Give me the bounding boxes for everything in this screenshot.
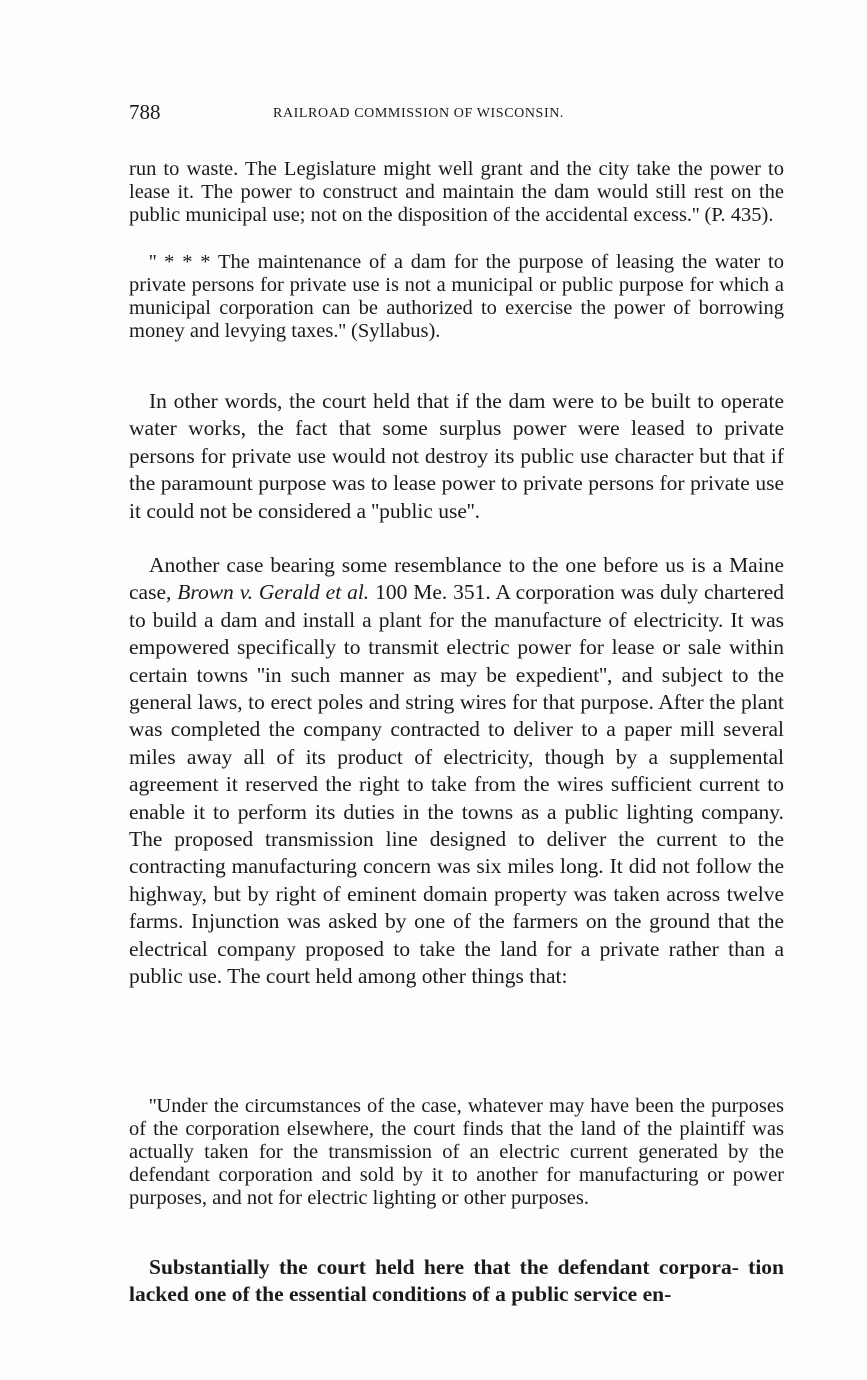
case-citation: Brown v. Gerald et al. — [177, 580, 370, 605]
quoted-extract-syllabus: '' * * * The maintenance of a dam for the purpose of leasing the water to private persons for private use is not a municipal or public purpose for which a municipal corporation can be authorized to exercise the power of borrowing money and levying taxes.'' (Syllabus). — [129, 251, 784, 342]
page-number: 788 — [129, 100, 161, 124]
page-header — [129, 100, 784, 130]
paragraph-text: Another case bearing some resemblance to the one before us is a Maine case, — [129, 553, 784, 605]
quoted-extract-continuation: run to waste. The Legislature might well grant and the city take the power to lease it. The power to construct and maintain the dam would still rest on the public municipal use; not on the disposition of the accidental excess.'' (P. 435). — [129, 158, 784, 226]
running-head: RAILROAD COMMISSION OF WISCONSIN. — [273, 106, 565, 121]
paragraph-line: tion lacked one of the essential conditions of a public service en- — [129, 1255, 785, 1307]
body-paragraph-substantially — [129, 1254, 784, 1309]
quoted-extract-court-finding: ''Under the circumstances of the case, whatever may have been the purposes of the corporation elsewhere, the court finds that the land of the plaintiff was actually taken for the transmission of an electric current generated by the defendant corporation and sold by it to another for manufacturing or power purposes, and not for electric lighting or other purposes. — [129, 1095, 784, 1209]
paragraph-line: Substantially the court held here that the defendant corpora- — [149, 1255, 739, 1279]
body-paragraph-other-words: In other words, the court held that if the dam were to be built to operate water works, the fact that some surplus power were leased to private persons for private use would not destroy its public use character but that if the paramount purpose was to lease power to private persons for private use it could not be considered a ''public use''. — [129, 389, 784, 523]
body-paragraph-maine-case — [129, 552, 784, 991]
paragraph-text: 100 Me. 351. A corporation was duly chartered to build a dam and install a plant for the manufacture of electricity. It was empowered specifically to transmit electric power for lease or sale within certain towns ''in such manner as may be expedient'', and subject to the general laws, to erect poles and string wires for that purpose. After the plant was completed the company contracted to deliver to a paper mill several miles away all of its product of electricity, though by a supplemental agreement it reserved the right to take from the wires sufficient current to enable it to perform its duties in the towns as a public lighting company. The proposed transmission line designed to deliver the current to the contracting manufacturing concern was six miles long. It did not follow the highway, but by right of eminent domain property was taken across twelve farms. Injunction was asked by one of the farmers on the ground that the electrical company proposed to take the land for a private rather than a public use. The court held among other things that: — [129, 580, 785, 989]
